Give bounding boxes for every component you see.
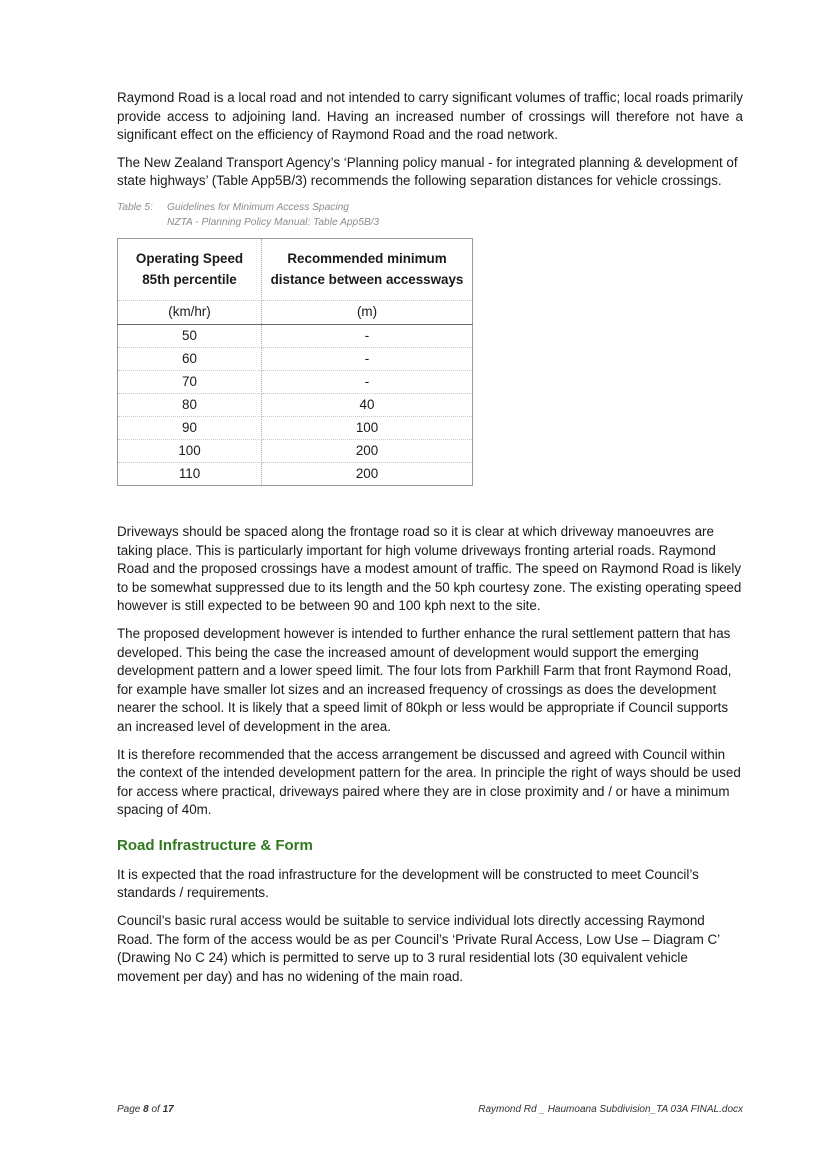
table-caption (117, 200, 743, 230)
table-row (118, 324, 473, 347)
cell-distance: 40 (262, 393, 473, 416)
table-header-row (118, 238, 473, 300)
cell-distance: 200 (262, 439, 473, 462)
cell-distance: 200 (262, 462, 473, 485)
cell-speed: 110 (118, 462, 262, 485)
paragraph-driveway-spacing: Driveways should be spaced along the frontage road so it is clear at which driveway manoeuvres are taking place. This is particularly important for high volume driveways fronting arterial roads. Raymond Road and the proposed crossings have a modest amount of traffic. The speed on Raymond Road is likely to be somewhat suppressed due to its length and the 50 kph courtesy zone. The existing operating speed however is still expected to be between 90 and 100 kph next to the site. (117, 523, 742, 614)
paragraph-road-infrastructure: It is expected that the road infrastructure for the development will be constructed to meet Council’s standards / requirements. (117, 866, 699, 901)
section-heading: Road Infrastructure & Form (117, 836, 313, 854)
access-spacing-table (117, 238, 473, 486)
table-row (118, 347, 473, 370)
table-row (118, 439, 473, 462)
table-units-row (118, 300, 473, 324)
table-caption-label: Table 5: (117, 201, 153, 213)
cell-distance: 100 (262, 416, 473, 439)
document-filename: Raymond Rd _ Haumoana Subdivision_TA 03A FINAL.docx (478, 1104, 743, 1115)
cell-distance: - (262, 347, 473, 370)
unit-distance: (m) (262, 300, 473, 324)
page-content (117, 89, 743, 995)
cell-distance: - (262, 370, 473, 393)
paragraph-recommendation: It is therefore recommended that the access arrangement be discussed and agreed with Council within the context of the intended development pattern for the area. In principle the right of ways should be used for access where practical, driveways paired where they are in close proximity and / or have a minimum spacing of 40m. (117, 746, 741, 818)
cell-distance: - (262, 324, 473, 347)
paragraph-rural-access: Council’s basic rural access would be suitable to service individual lots directly accessing Raymond Road. The form of the access would be as per Council’s ‘Private Rural Access, Low Use – Diagram C’ (Drawing No C 24) which is permitted to serve up to 3 rural residential lots (30 equivalent vehicle movement per day) and has no widening of the main road. (117, 913, 720, 984)
table-row (118, 462, 473, 485)
page-number: Page 8 of 17 (117, 1104, 174, 1115)
cell-speed: 60 (118, 347, 262, 370)
table-caption-source: NZTA - Planning Policy Manual: Table App5B/3 (167, 216, 380, 228)
header-recommended-distance: Recommended minimum distance between accessways (262, 238, 473, 300)
header-operating-speed: Operating Speed 85th percentile (118, 238, 262, 300)
cell-speed: 100 (118, 439, 262, 462)
cell-speed: 90 (118, 416, 262, 439)
paragraph-raymond-road: Raymond Road is a local road and not intended to carry significant volumes of traffic; local roads primarily provide access to adjoining land. Having an increased number of crossings will therefore not have a significant effect on the efficiency of Raymond Road and the road network. (117, 90, 743, 143)
table-row (118, 416, 473, 439)
cell-speed: 70 (118, 370, 262, 393)
cell-speed: 50 (118, 324, 262, 347)
page-footer (117, 1104, 743, 1115)
paragraph-nzta-manual: The New Zealand Transport Agency’s ‘Planning policy manual - for integrated planning & development of state highways’ (Table App5B/3) recommends the following separation distances for vehicle crossings. (117, 154, 738, 189)
unit-speed: (km/hr) (118, 300, 262, 324)
table-row (118, 370, 473, 393)
table-row (118, 393, 473, 416)
paragraph-development-pattern: The proposed development however is intended to further enhance the rural settlement pattern that has developed. This being the case the increased amount of development would support the emerging development pattern and a lower speed limit. The four lots from Parkhill Farm that front Raymond Road, for example have smaller lot sizes and an increased frequency of crossings as does the development nearer the school. It is likely that a speed limit of 80kph or less would be appropriate if Council supports an increased level of development in the area. (117, 625, 732, 734)
cell-speed: 80 (118, 393, 262, 416)
table-caption-title: Guidelines for Minimum Access Spacing (167, 201, 349, 213)
